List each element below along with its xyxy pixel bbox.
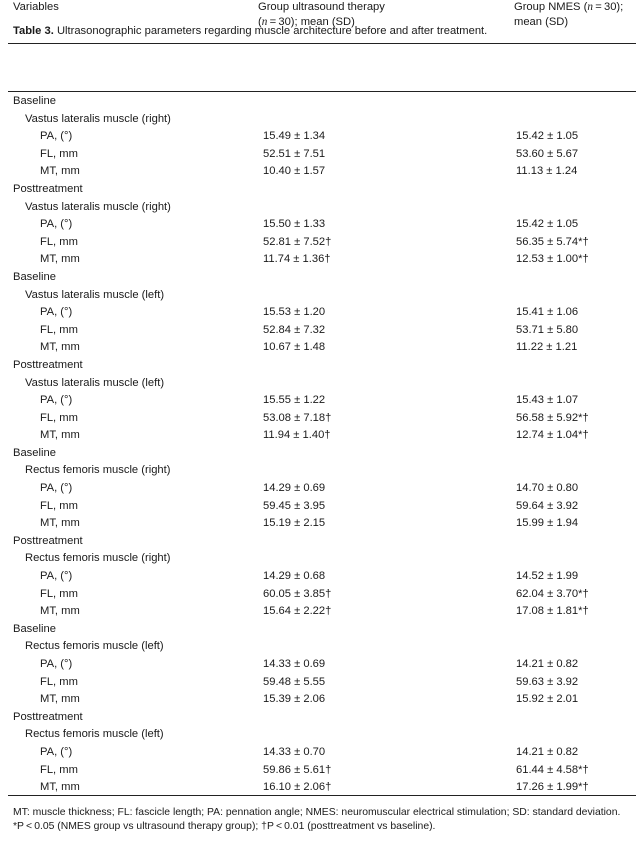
table-row bbox=[0, 304, 644, 322]
ultrasound-value: 15.49 ± 1.34 bbox=[263, 130, 326, 143]
header-ultrasound-line2: (n = 30); mean (SD) bbox=[258, 15, 355, 28]
ultrasound-value: 15.39 ± 2.06 bbox=[263, 693, 326, 706]
nmes-value: 14.21 ± 0.82 bbox=[516, 658, 579, 670]
row-label: MT, mm bbox=[40, 165, 80, 178]
muscle-heading-row bbox=[0, 638, 644, 656]
section-heading-row bbox=[0, 709, 644, 727]
nmes-value: 56.35 ± 5.74*† bbox=[516, 235, 589, 248]
nmes-value: 59.63 ± 3.92 bbox=[516, 675, 579, 688]
ultrasound-value: 11.94 ± 1.40† bbox=[263, 429, 331, 442]
table-row bbox=[0, 146, 644, 164]
row-label: Posttreatment bbox=[13, 710, 83, 723]
row-label: PA, (°) bbox=[40, 570, 73, 583]
nmes-value: 11.13 ± 1.24 bbox=[516, 165, 578, 178]
muscle-heading-row bbox=[0, 550, 644, 568]
nmes-value: 11.22 ± 1.21 bbox=[516, 341, 578, 354]
table-row bbox=[0, 568, 644, 586]
ultrasound-value: 14.29 ± 0.69 bbox=[263, 482, 326, 495]
nmes-value: 14.52 ± 1.99 bbox=[516, 570, 579, 583]
row-label: FL, mm bbox=[40, 235, 78, 248]
nmes-value: 62.04 ± 3.70*† bbox=[516, 587, 589, 600]
ultrasound-value: 14.33 ± 0.69 bbox=[263, 658, 326, 670]
row-label: FL, mm bbox=[40, 675, 78, 688]
section-heading-row bbox=[0, 181, 644, 199]
table-row bbox=[0, 674, 644, 692]
row-label: FL, mm bbox=[40, 411, 78, 424]
caption-text: Ultrasonographic parameters regarding muscle architecture before and after treatment. bbox=[56, 25, 488, 37]
table-row bbox=[0, 480, 644, 498]
table-row bbox=[0, 339, 644, 357]
muscle-heading-row bbox=[0, 199, 644, 217]
row-label: Posttreatment bbox=[13, 534, 83, 547]
header-nmes-group bbox=[514, 0, 623, 29]
row-label: MT, mm bbox=[40, 693, 80, 706]
nmes-value: 14.21 ± 0.82 bbox=[516, 745, 579, 758]
row-label: PA, (°) bbox=[40, 482, 73, 495]
row-label: Rectus femoris muscle (right) bbox=[25, 552, 171, 565]
nmes-value: 17.26 ± 1.99*† bbox=[516, 781, 589, 794]
nmes-value: 56.58 ± 5.92*† bbox=[516, 411, 589, 424]
table-row bbox=[0, 216, 644, 234]
table-row bbox=[0, 427, 644, 445]
table-row bbox=[0, 251, 644, 269]
ultrasound-value: 15.19 ± 2.15 bbox=[263, 517, 326, 530]
ultrasound-value: 15.64 ± 2.22† bbox=[263, 605, 332, 618]
header-nmes-line2: mean (SD) bbox=[514, 15, 569, 28]
table-row bbox=[0, 762, 644, 780]
table-row bbox=[0, 163, 644, 181]
row-label: Vastus lateralis muscle (right) bbox=[25, 200, 171, 213]
nmes-value: 15.99 ± 1.94 bbox=[516, 517, 579, 530]
ultrasound-value: 14.33 ± 0.70 bbox=[263, 745, 326, 758]
nmes-value: 15.42 ± 1.05 bbox=[516, 130, 579, 143]
table-row bbox=[0, 128, 644, 146]
row-label: FL, mm bbox=[40, 587, 78, 600]
row-label: Rectus femoris muscle (left) bbox=[25, 728, 164, 741]
row-label: MT, mm bbox=[40, 341, 80, 354]
header-nmes-line1a: Group NMES ( bbox=[514, 1, 588, 13]
ultrasound-value: 59.45 ± 3.95 bbox=[263, 499, 326, 512]
ultrasound-value: 10.67 ± 1.48 bbox=[263, 341, 326, 354]
row-label: Baseline bbox=[13, 270, 56, 283]
section-heading-row bbox=[0, 93, 644, 111]
row-label: MT, mm bbox=[40, 429, 80, 442]
row-label: Rectus femoris muscle (right) bbox=[25, 464, 171, 477]
ultrasound-value: 52.81 ± 7.52† bbox=[263, 235, 332, 248]
caption-label: Table 3. bbox=[13, 25, 54, 37]
nmes-value: 61.44 ± 4.58*† bbox=[516, 763, 589, 776]
muscle-heading-row bbox=[0, 111, 644, 129]
footnote-abbreviations: MT: muscle thickness; FL: fascicle length; PA: pennation angle; NMES: neuromuscular electrical stimulation; SD: standard deviation. bbox=[13, 807, 621, 818]
row-label: PA, (°) bbox=[40, 745, 73, 758]
table-row bbox=[0, 691, 644, 709]
header-nmes-n: n bbox=[587, 1, 593, 13]
table-row bbox=[0, 656, 644, 674]
row-label: Rectus femoris muscle (left) bbox=[25, 640, 164, 653]
row-label: MT, mm bbox=[40, 253, 80, 266]
row-label: PA, (°) bbox=[40, 218, 73, 231]
header-nmes-line1b: = 30); bbox=[592, 1, 624, 13]
table-row bbox=[0, 515, 644, 533]
nmes-value: 53.60 ± 5.67 bbox=[516, 147, 579, 160]
table-row bbox=[0, 322, 644, 340]
ultrasound-value: 15.50 ± 1.33 bbox=[263, 218, 326, 231]
section-heading-row bbox=[0, 269, 644, 287]
row-label: Baseline bbox=[13, 446, 56, 459]
ultrasound-value: 15.53 ± 1.20 bbox=[263, 306, 326, 319]
table-row bbox=[0, 603, 644, 621]
row-label: Vastus lateralis muscle (left) bbox=[25, 288, 165, 301]
row-label: PA, (°) bbox=[40, 130, 73, 143]
row-label: FL, mm bbox=[40, 763, 78, 776]
ultrasound-value: 10.40 ± 1.57 bbox=[263, 165, 326, 178]
table-row bbox=[0, 410, 644, 428]
nmes-value: 53.71 ± 5.80 bbox=[516, 323, 579, 336]
ultrasound-value: 59.86 ± 5.61† bbox=[263, 763, 332, 776]
row-label: FL, mm bbox=[40, 499, 78, 512]
row-label: Posttreatment bbox=[13, 358, 83, 371]
muscle-heading-row bbox=[0, 375, 644, 393]
ultrasound-value: 16.10 ± 2.06† bbox=[263, 781, 332, 794]
ultrasound-value: 59.48 ± 5.55 bbox=[263, 675, 326, 688]
header-ultrasound-rest: = 30); mean (SD) bbox=[267, 15, 355, 28]
ultrasound-value: 15.55 ± 1.22 bbox=[263, 394, 326, 407]
nmes-value: 15.42 ± 1.05 bbox=[516, 218, 579, 231]
header-variables: Variables bbox=[13, 1, 59, 13]
row-label: PA, (°) bbox=[40, 394, 73, 407]
row-label: MT, mm bbox=[40, 605, 80, 618]
muscle-heading-row bbox=[0, 726, 644, 744]
ultrasound-value: 11.74 ± 1.36† bbox=[263, 253, 331, 266]
nmes-value: 15.41 ± 1.06 bbox=[516, 306, 579, 319]
footnote-significance: *P < 0.05 (NMES group vs ultrasound therapy group); †P < 0.01 (posttreatment vs baseline). bbox=[13, 821, 436, 832]
ultrasound-value: 60.05 ± 3.85† bbox=[263, 587, 332, 600]
row-label: MT, mm bbox=[40, 781, 80, 794]
muscle-heading-row bbox=[0, 462, 644, 480]
nmes-value: 12.53 ± 1.00*† bbox=[516, 253, 589, 266]
section-heading-row bbox=[0, 533, 644, 551]
table-row bbox=[0, 498, 644, 516]
nmes-value: 12.74 ± 1.04*† bbox=[516, 429, 589, 442]
row-label: Baseline bbox=[13, 622, 56, 635]
row-label: Posttreatment bbox=[13, 182, 83, 195]
row-label: PA, (°) bbox=[40, 306, 73, 319]
section-heading-row bbox=[0, 445, 644, 463]
table-body bbox=[0, 93, 644, 797]
ultrasound-value: 52.84 ± 7.32 bbox=[263, 323, 326, 336]
row-label: FL, mm bbox=[40, 147, 78, 160]
nmes-value: 59.64 ± 3.92 bbox=[516, 499, 579, 512]
header-ultrasound-group bbox=[258, 0, 385, 29]
section-heading-row bbox=[0, 357, 644, 375]
section-heading-row bbox=[0, 621, 644, 639]
ultrasound-value: 14.29 ± 0.68 bbox=[263, 570, 326, 583]
muscle-heading-row bbox=[0, 287, 644, 305]
row-label: FL, mm bbox=[40, 323, 78, 336]
table-footnotes bbox=[13, 806, 637, 834]
table-row bbox=[0, 234, 644, 252]
ultrasound-value: 52.51 ± 7.51 bbox=[263, 147, 326, 160]
header-ultrasound-line1: Group ultrasound therapy bbox=[258, 1, 385, 13]
top-rule bbox=[8, 43, 636, 44]
row-label: Vastus lateralis muscle (left) bbox=[25, 376, 165, 389]
row-label: Baseline bbox=[13, 95, 56, 107]
nmes-value: 14.70 ± 0.80 bbox=[516, 482, 579, 495]
row-label: PA, (°) bbox=[40, 658, 73, 670]
header-rule bbox=[8, 91, 636, 92]
nmes-value: 15.43 ± 1.07 bbox=[516, 394, 579, 407]
ultrasound-value: 53.08 ± 7.18† bbox=[263, 411, 332, 424]
header-ultrasound-n: n bbox=[261, 15, 268, 28]
bottom-rule bbox=[8, 795, 636, 796]
row-label: MT, mm bbox=[40, 517, 80, 530]
table-row bbox=[0, 392, 644, 410]
table-row bbox=[0, 744, 644, 762]
header-nmes-line1 bbox=[514, 0, 623, 15]
nmes-value: 17.08 ± 1.81*† bbox=[516, 605, 589, 618]
row-label: Vastus lateralis muscle (right) bbox=[25, 112, 171, 125]
table-row bbox=[0, 586, 644, 604]
nmes-value: 15.92 ± 2.01 bbox=[516, 693, 579, 706]
